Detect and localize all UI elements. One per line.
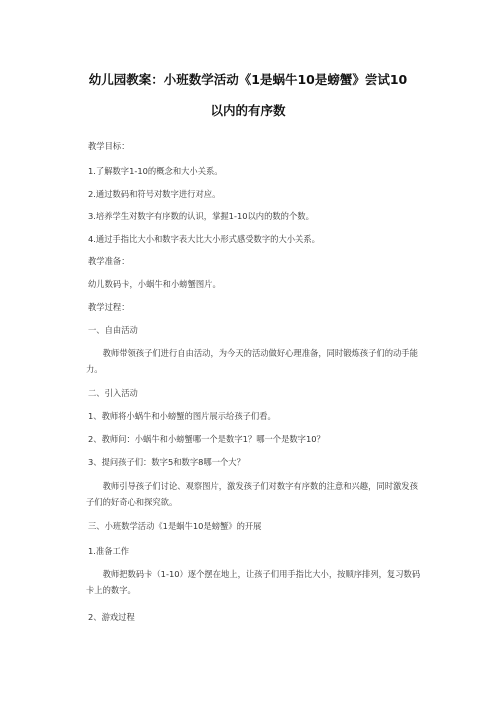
section-3-subheading-1: 1.准备工作 [88, 546, 130, 556]
document-title [60, 64, 436, 126]
prep-text: 幼儿数码卡，小蜗牛和小螃蟹图片。 [88, 279, 221, 289]
goal-item-4: 4.通过手指比大小和数字表大比大小形式感受数字的大小关系。 [88, 234, 320, 244]
section-2-step-1: 1、教师将小蜗牛和小螃蟹的图片展示给孩子们看。 [88, 411, 276, 421]
goal-item-2: 2.通过数码和符号对数字进行对应。 [88, 189, 221, 199]
title-line-1: 幼儿园教案：小班数学活动《1是蜗牛10是螃蟹》尝试10 [88, 72, 408, 87]
section-2-step-3: 3、提问孩子们：数字5和数字8哪一个大？ [88, 457, 245, 467]
heading-teaching-process: 教学过程： [88, 302, 130, 312]
section-3-subheading-2: 2、游戏过程 [88, 612, 135, 622]
heading-teaching-goals: 教学目标： [88, 141, 130, 151]
section-3-heading: 三、小班数学活动《1是蜗牛10是螃蟹》的开展 [88, 521, 262, 531]
heading-teaching-prep: 教学准备： [88, 256, 130, 266]
section-1-heading: 一、自由活动 [88, 325, 138, 335]
section-1-text: 教师带领孩子们进行自由活动，为今天的活动做好心理准备，同时锻炼孩子们的动手能力。 [86, 348, 418, 374]
section-2-step-2: 2、教师问：小蜗牛和小螃蟹哪一个是数字1？哪一个是数字10？ [88, 434, 325, 444]
title-line-2: 以内的有序数 [210, 103, 286, 118]
section-2-text: 教师引导孩子们讨论、观察图片，激发孩子们对数字有序数的注意和兴趣，同时激发孩子们的好奇心和探究欲。 [86, 481, 418, 507]
goal-item-3: 3.培养学生对数字有序数的认识，掌握1-10以内的数的个数。 [88, 211, 314, 221]
goal-item-1: 1.了解数字1-10的概念和大小关系。 [88, 166, 223, 176]
section-2-heading: 二、引入活动 [88, 388, 138, 398]
section-3-text: 教师把数码卡（1-10）逐个摆在地上，让孩子们用手指比大小，按顺序排列，复习数码卡上的数字。 [86, 569, 421, 595]
